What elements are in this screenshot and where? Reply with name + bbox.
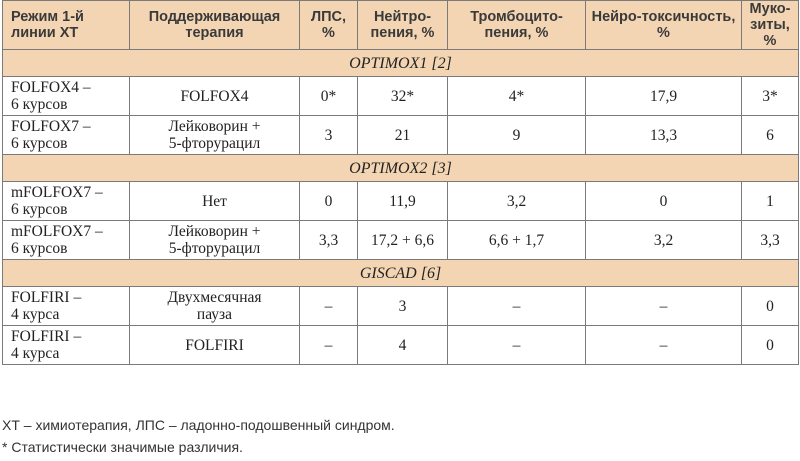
cell-thrombocytopenia: – bbox=[448, 326, 586, 365]
cell-maintenance-line2: пауза bbox=[196, 306, 233, 323]
cell-regime-line2: 6 курсов bbox=[11, 135, 68, 152]
cell-thrombocytopenia: 9 bbox=[448, 116, 586, 155]
cell-thrombocytopenia: 6,6 + 1,7 bbox=[448, 221, 586, 260]
header-regime: Режим 1-й линии ХТ bbox=[3, 1, 130, 50]
cell-lps: 3 bbox=[300, 116, 358, 155]
cell-neutropenia: 11,9 bbox=[358, 182, 448, 221]
cell-thrombocytopenia: 4* bbox=[448, 77, 586, 116]
cell-regime-line1: FOLFIRI – bbox=[11, 289, 82, 306]
cell-regime-line2: 6 курсов bbox=[11, 96, 68, 113]
cell-neurotoxicity: 0 bbox=[586, 182, 742, 221]
cell-maintenance bbox=[130, 326, 300, 365]
study-group-title: GISCAD [6] bbox=[3, 260, 799, 287]
table-notes bbox=[2, 414, 395, 458]
cell-neurotoxicity: – bbox=[586, 287, 742, 326]
cell-mucositis: 6 bbox=[742, 116, 799, 155]
table-row bbox=[3, 326, 799, 365]
header-lps: ЛПС, % bbox=[300, 1, 358, 50]
study-group-title: OPTIMOX2 [3] bbox=[3, 155, 799, 182]
header-neurotoxicity: Нейро-токсичность, % bbox=[586, 1, 742, 50]
cell-lps: – bbox=[300, 287, 358, 326]
cell-lps: 0 bbox=[300, 182, 358, 221]
cell-regime-line1: mFOLFOX7 – bbox=[11, 223, 103, 240]
header-maintenance: Поддерживающая терапия bbox=[130, 1, 300, 50]
cell-maintenance bbox=[130, 182, 300, 221]
cell-mucositis: 0 bbox=[742, 287, 799, 326]
study-group-row bbox=[3, 155, 799, 182]
cell-regime bbox=[3, 182, 130, 221]
cell-maintenance-line1: Лейковорин + bbox=[168, 118, 261, 135]
cell-neutropenia: 21 bbox=[358, 116, 448, 155]
cell-neutropenia: 3 bbox=[358, 287, 448, 326]
table-row bbox=[3, 221, 799, 260]
cell-regime-line1: FOLFOX7 – bbox=[11, 118, 91, 135]
cell-neurotoxicity: 13,3 bbox=[586, 116, 742, 155]
cell-lps: – bbox=[300, 326, 358, 365]
cell-neutropenia: 32* bbox=[358, 77, 448, 116]
cell-thrombocytopenia: 3,2 bbox=[448, 182, 586, 221]
table-row bbox=[3, 116, 799, 155]
cell-maintenance-line1: Двухмесячная bbox=[167, 289, 262, 306]
cell-regime-line2: 4 курса bbox=[11, 306, 60, 323]
cell-regime bbox=[3, 221, 130, 260]
cell-regime-line2: 4 курса bbox=[11, 345, 60, 362]
table-row bbox=[3, 287, 799, 326]
note-abbreviations: ХТ – химиотерапия, ЛПС – ладонно-подошвенный синдром. bbox=[2, 417, 395, 433]
header-mucositis: Муко-зиты, % bbox=[742, 1, 799, 50]
cell-neutropenia: 4 bbox=[358, 326, 448, 365]
cell-regime bbox=[3, 77, 130, 116]
table-body bbox=[3, 50, 799, 365]
study-group-title: OPTIMOX1 [2] bbox=[3, 50, 799, 77]
cell-regime-line1: FOLFIRI – bbox=[11, 328, 82, 345]
cell-lps: 0* bbox=[300, 77, 358, 116]
cell-maintenance-line1: Лейковорин + bbox=[168, 223, 261, 240]
cell-regime-line2: 6 курсов bbox=[11, 201, 68, 218]
cell-neurotoxicity: 17,9 bbox=[586, 77, 742, 116]
cell-maintenance-line1: FOLFIRI bbox=[185, 336, 244, 354]
cell-regime bbox=[3, 116, 130, 155]
cell-maintenance bbox=[130, 287, 300, 326]
cell-regime bbox=[3, 287, 130, 326]
cell-mucositis: 3* bbox=[742, 77, 799, 116]
cell-maintenance bbox=[130, 116, 300, 155]
toxicity-table bbox=[2, 0, 799, 365]
cell-maintenance-line2: 5-фторурацил bbox=[168, 135, 261, 152]
cell-mucositis: 0 bbox=[742, 326, 799, 365]
cell-neutropenia: 17,2 + 6,6 bbox=[358, 221, 448, 260]
cell-maintenance-line1: Нет bbox=[202, 192, 227, 210]
cell-neurotoxicity: – bbox=[586, 326, 742, 365]
table-header-row bbox=[3, 1, 799, 50]
cell-mucositis: 3,3 bbox=[742, 221, 799, 260]
cell-mucositis: 1 bbox=[742, 182, 799, 221]
cell-maintenance bbox=[130, 77, 300, 116]
cell-maintenance-line1: FOLFOX4 bbox=[180, 87, 249, 105]
cell-regime bbox=[3, 326, 130, 365]
cell-neurotoxicity: 3,2 bbox=[586, 221, 742, 260]
study-group-row bbox=[3, 50, 799, 77]
header-neutropenia: Нейтро-пения, % bbox=[358, 1, 448, 50]
cell-thrombocytopenia: – bbox=[448, 287, 586, 326]
table-row bbox=[3, 182, 799, 221]
cell-regime-line1: mFOLFOX7 – bbox=[11, 184, 103, 201]
table-row bbox=[3, 77, 799, 116]
study-group-row bbox=[3, 260, 799, 287]
cell-maintenance-line2: 5-фторурацил bbox=[168, 240, 261, 257]
cell-lps: 3,3 bbox=[300, 221, 358, 260]
cell-regime-line1: FOLFOX4 – bbox=[11, 79, 91, 96]
header-thrombocytopenia: Тромбоцито-пения, % bbox=[448, 1, 586, 50]
note-significance: * Статистически значимые различия. bbox=[2, 439, 243, 455]
cell-maintenance bbox=[130, 221, 300, 260]
cell-regime-line2: 6 курсов bbox=[11, 240, 68, 257]
